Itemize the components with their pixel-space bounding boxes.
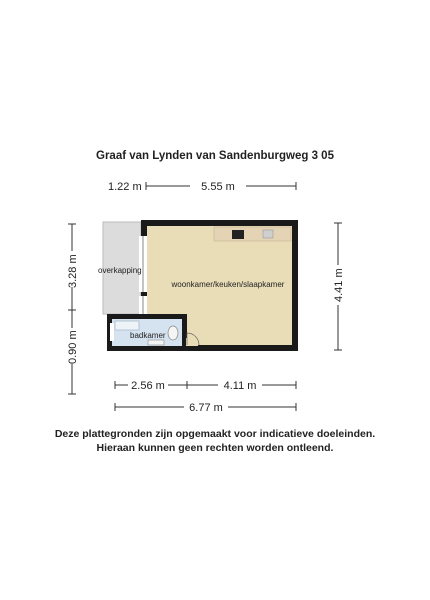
toilet-icon [168,326,178,340]
dim-left-upper: 3.28 m [67,254,79,288]
dim-bottom-total-label: 6.77 m [189,402,223,414]
dim-top-main: 5.55 m [201,181,235,193]
dim-bottom-split [115,378,296,392]
dim-left-lower: 0.90 m [67,330,79,364]
label-woonkamer: woonkamer/keuken/slaapkamer [171,280,285,289]
disclaimer [0,427,430,455]
bathroom-window [110,323,114,341]
dim-right-height: 4.41 m [333,268,345,302]
dim-top [108,178,296,193]
dim-bottom-total [115,400,296,414]
disclaimer-line-1: Deze plattegronden zijn opgemaakt voor indicatieve doeleinden. [54,428,376,440]
dim-right [332,223,345,350]
bathroom-door [186,338,198,346]
plan-title: Graaf van Lynden van Sandenburgweg 3 05 [96,150,334,162]
dim-top-left: 1.22 m [108,181,142,193]
dim-bottom-left: 2.56 m [131,380,165,392]
sink [263,230,273,238]
disclaimer-line-2: Hieraan kunnen geen rechten worden ontleend. [96,442,334,454]
dim-left [66,224,79,394]
washbasin-icon [148,340,164,345]
shower [115,321,139,330]
cooktop [232,230,244,239]
label-overkapping: overkapping [98,266,142,275]
kitchen-counter [214,227,291,241]
label-badkamer: badkamer [130,331,166,340]
dim-bottom-right: 4.11 m [223,380,257,392]
